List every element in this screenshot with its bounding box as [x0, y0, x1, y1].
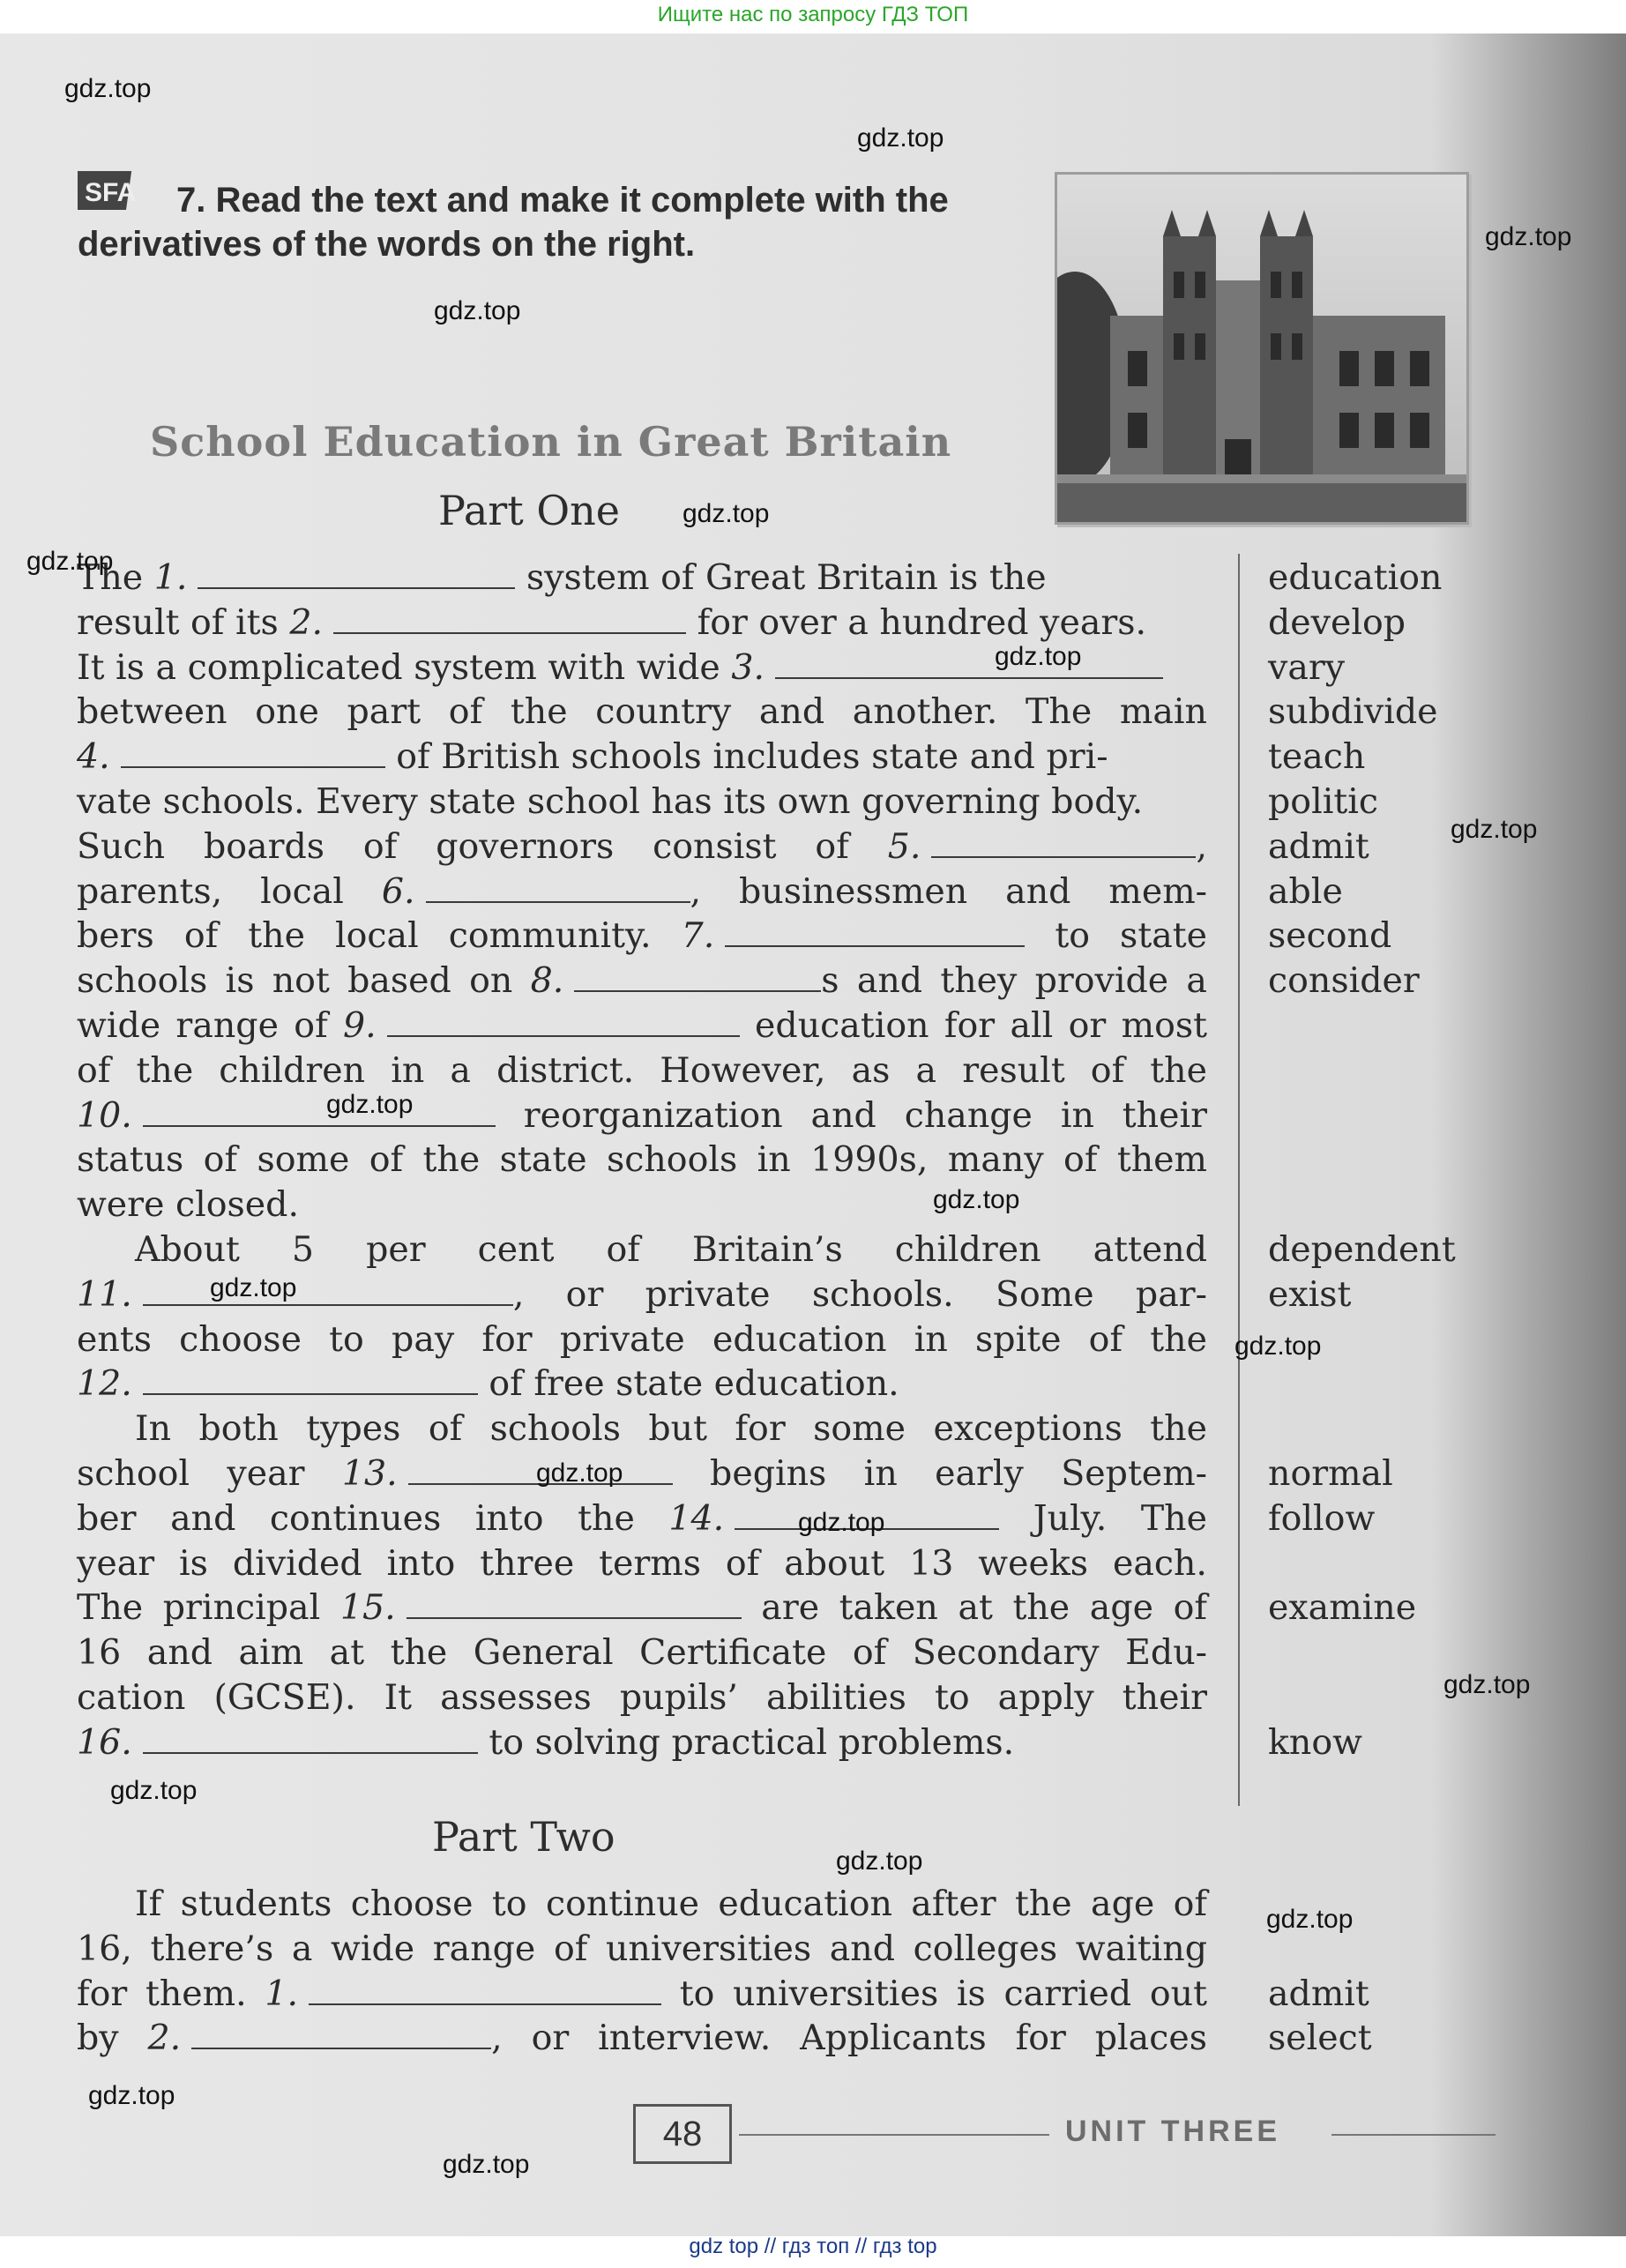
text-line: [77, 1585, 1207, 1630]
watermark: gdz.top: [64, 74, 152, 103]
line-text: by: [77, 2018, 148, 2059]
gap-number: 10.: [77, 1094, 132, 1136]
watermark: gdz.top: [1266, 1905, 1354, 1934]
base-word: politic: [1268, 780, 1378, 822]
text-line: [77, 959, 1207, 1003]
text-line: [77, 869, 1207, 914]
answer-blank[interactable]: [143, 1724, 478, 1754]
line-text-after: of free state education.: [477, 1363, 899, 1405]
text-line: [77, 1927, 1207, 1972]
footer-rule-right: [1331, 2134, 1495, 2136]
line-text: cation (GCSE). It assesses pupils’ abilities to apply their: [77, 1676, 1207, 1718]
line-text-after: education for all or most: [739, 1004, 1207, 1046]
answer-blank[interactable]: [143, 1365, 478, 1395]
watermark: gdz.top: [857, 123, 944, 153]
gap-number: 7.: [681, 915, 715, 957]
line-text-after: to state: [1025, 915, 1207, 957]
line-text: status of some of the state schools in 1990s, many of them: [77, 1139, 1207, 1181]
base-word: [1268, 1182, 1456, 1227]
watermark: gdz.top: [836, 1846, 923, 1876]
watermark: gdz.top: [88, 2081, 175, 2110]
sfa-label: SFA: [85, 178, 137, 207]
gap-number: 8.: [530, 960, 564, 1002]
line-text: The principal: [77, 1587, 340, 1629]
text-line: [77, 1048, 1207, 1093]
line-text-after: , or interview. Applicants for places: [491, 2018, 1207, 2059]
watermark: gdz.top: [443, 2150, 530, 2179]
line-text-after: system of Great Britain is the: [515, 557, 1047, 598]
line-text: About 5 per cent of Britain’s children attend: [135, 1228, 1207, 1270]
base-word: examine: [1268, 1587, 1417, 1629]
answer-blank[interactable]: [121, 738, 385, 768]
base-word: education: [1268, 557, 1443, 598]
line-text: parents, local: [77, 870, 382, 912]
text-line: [77, 1182, 1207, 1227]
line-text: of the children in a district. However, as a result of the: [77, 1049, 1207, 1091]
gap-number: 1.: [265, 1973, 299, 2014]
line-text: ber and continues into the: [77, 1497, 669, 1539]
watermark: gdz.top: [1451, 815, 1538, 844]
column-divider: [1238, 554, 1240, 1806]
text-line: [77, 690, 1207, 735]
text-line: [77, 1630, 1207, 1675]
line-text: wide range of: [77, 1004, 344, 1046]
text-line: [77, 914, 1207, 959]
line-text-after: s and they provide a: [821, 960, 1207, 1002]
school-photo: [1055, 172, 1469, 525]
text-line: [77, 1972, 1207, 2017]
text-line: [77, 780, 1207, 824]
watermark: gdz.top: [933, 1185, 1020, 1214]
answer-blank[interactable]: [775, 649, 1163, 679]
answer-blank[interactable]: [725, 917, 1025, 947]
watermark: gdz.top: [995, 642, 1082, 671]
text-line: [77, 601, 1207, 645]
line-text: year is divided into three terms of about 13 weeks each.: [77, 1542, 1207, 1584]
text-line: [77, 1720, 1207, 1765]
base-word: [1268, 1003, 1456, 1048]
line-text: 16 and aim at the General Certificate of Secondary Edu-: [77, 1632, 1207, 1674]
answer-blank[interactable]: [387, 1007, 740, 1037]
base-word: vary: [1268, 646, 1346, 688]
section-title: School Education in Great Britain: [150, 418, 952, 466]
line-text-after: are taken at the age of: [741, 1587, 1207, 1629]
base-word: normal: [1268, 1452, 1393, 1494]
text-line: [77, 1093, 1207, 1138]
text-line: [77, 556, 1207, 601]
gap-number: 15.: [339, 1587, 396, 1629]
line-text: In both types of schools but for some exceptions the: [135, 1408, 1207, 1450]
answer-blank[interactable]: [406, 1589, 742, 1619]
base-word: [1268, 1362, 1456, 1406]
line-text: result of its: [77, 601, 290, 643]
gap-number: 4.: [77, 736, 110, 778]
answer-blank[interactable]: [931, 828, 1196, 858]
base-word: [1268, 1675, 1456, 1720]
line-text: bers of the local community.: [77, 915, 682, 957]
line-text-after: begins in early Septem-: [672, 1452, 1207, 1494]
base-word: [1268, 1406, 1456, 1451]
answer-blank[interactable]: [143, 1097, 496, 1127]
base-word: know: [1268, 1721, 1362, 1763]
answer-blank[interactable]: [143, 1276, 513, 1306]
unit-label: UNIT THREE: [1065, 2115, 1280, 2148]
part-one-heading: Part One: [438, 487, 620, 534]
footer-rule-left: [739, 2134, 1049, 2136]
watermark: gdz.top: [1234, 1332, 1322, 1361]
watermark: gdz.top: [110, 1776, 198, 1805]
line-text-after: , or private schools. Some par-: [512, 1273, 1207, 1315]
gap-number: 2.: [147, 2018, 182, 2059]
line-text-after: of British schools includes state and pri-: [384, 736, 1108, 778]
line-text: vate schools. Every state school has its own governing body.: [77, 780, 1144, 822]
part-two-text: [77, 1882, 1207, 2061]
line-text-after: for over a hundred years.: [686, 601, 1147, 643]
bottom-banner[interactable]: gdz top // гдз топ // гдз top: [689, 2234, 937, 2258]
base-word: admit: [1268, 825, 1369, 867]
watermark: gdz.top: [210, 1273, 297, 1302]
answer-blank[interactable]: [198, 559, 515, 589]
base-word: [1268, 1138, 1456, 1182]
text-line: [77, 1138, 1207, 1182]
task-instruction: [78, 178, 1039, 266]
answer-blank[interactable]: [333, 604, 686, 634]
line-text: If students choose to continue education after the age of: [135, 1884, 1207, 1924]
base-word: [1268, 1048, 1456, 1093]
line-text: ents choose to pay for private education in spite of the: [77, 1318, 1207, 1360]
line-text: 16, there’s a wide range of universities and colleges waiting: [77, 1928, 1207, 1969]
gap-number: 16.: [77, 1721, 132, 1763]
text-line: [77, 1882, 1207, 1927]
line-text: The: [77, 557, 154, 598]
gap-number: 2.: [289, 601, 324, 643]
watermark: gdz.top: [682, 499, 770, 528]
gap-number: 6.: [381, 870, 415, 912]
base-word: develop: [1268, 601, 1406, 643]
base-word: select: [1268, 2018, 1372, 2059]
base-word: dependent: [1268, 1228, 1456, 1270]
watermark: gdz.top: [536, 1459, 623, 1488]
gap-number: 13.: [341, 1452, 398, 1494]
page-number: 48: [633, 2104, 732, 2164]
text-line: [77, 1675, 1207, 1720]
part-one-text: [77, 556, 1207, 1765]
watermark: gdz.top: [434, 296, 521, 325]
line-text: were closed.: [77, 1184, 300, 1226]
line-text-after: reorganization and change in their: [495, 1094, 1207, 1136]
answer-blank[interactable]: [191, 2019, 491, 2049]
base-word: follow: [1268, 1497, 1376, 1539]
gap-number: 11.: [77, 1273, 132, 1315]
base-word: admit: [1268, 1973, 1369, 2014]
gap-number: 9.: [343, 1004, 377, 1046]
text-line: [77, 735, 1207, 780]
line-text-after: , businessmen and mem-: [690, 870, 1207, 912]
task-number: 7.: [176, 181, 206, 220]
base-word: teach: [1268, 736, 1366, 778]
base-word: [1268, 1093, 1456, 1138]
base-word: exist: [1268, 1273, 1352, 1315]
text-line: [77, 1406, 1207, 1451]
watermark: gdz.top: [1485, 222, 1572, 251]
text-line: [77, 1496, 1207, 1541]
line-text: Such boards of governors consist of: [77, 825, 888, 867]
answer-blank[interactable]: [574, 962, 821, 992]
text-line: [77, 1317, 1207, 1362]
base-word: able: [1268, 870, 1343, 912]
text-line: [77, 824, 1207, 869]
base-word: second: [1268, 915, 1392, 957]
line-text-after: to universities is carried out: [661, 1973, 1207, 2014]
watermark: gdz.top: [326, 1090, 414, 1119]
line-text: school year: [77, 1452, 342, 1494]
text-line: [77, 1541, 1207, 1586]
task-text: Read the text and make it complete with the derivatives of the words on the right.: [78, 181, 949, 264]
part-one-word-list: [1268, 556, 1456, 1765]
gap-number: 5.: [887, 825, 921, 867]
base-word: consider: [1268, 960, 1420, 1002]
line-text: for them.: [77, 1973, 265, 2014]
answer-blank[interactable]: [309, 1975, 661, 2005]
line-text-after: ,: [1196, 825, 1207, 867]
line-text-after: July. The: [999, 1497, 1208, 1539]
line-text-after: to solving practical problems.: [477, 1721, 1015, 1763]
base-word: subdivide: [1268, 691, 1438, 733]
gap-number: 1.: [153, 557, 188, 598]
gap-number: 12.: [77, 1363, 132, 1405]
text-line: [77, 1451, 1207, 1496]
text-line: [77, 1227, 1207, 1272]
gap-number: 14.: [668, 1497, 725, 1539]
line-text: between one part of the country and another. The main: [77, 691, 1207, 733]
text-line: [77, 2016, 1207, 2061]
part-two-heading: Part Two: [432, 1813, 615, 1861]
top-banner[interactable]: Ищите нас по запросу ГДЗ ТОП: [657, 3, 969, 26]
text-line: [77, 1003, 1207, 1048]
text-line: [77, 1362, 1207, 1406]
line-text: It is a complicated system with wide: [77, 646, 732, 688]
watermark: gdz.top: [26, 547, 114, 576]
base-word: [1268, 1630, 1456, 1675]
line-text: schools is not based on: [77, 960, 531, 1002]
answer-blank[interactable]: [426, 873, 690, 903]
watermark: gdz.top: [1443, 1670, 1531, 1699]
gap-number: 3.: [731, 646, 765, 688]
watermark: gdz.top: [798, 1508, 885, 1537]
castle-image: [1057, 175, 1466, 522]
base-word: [1268, 1541, 1456, 1586]
